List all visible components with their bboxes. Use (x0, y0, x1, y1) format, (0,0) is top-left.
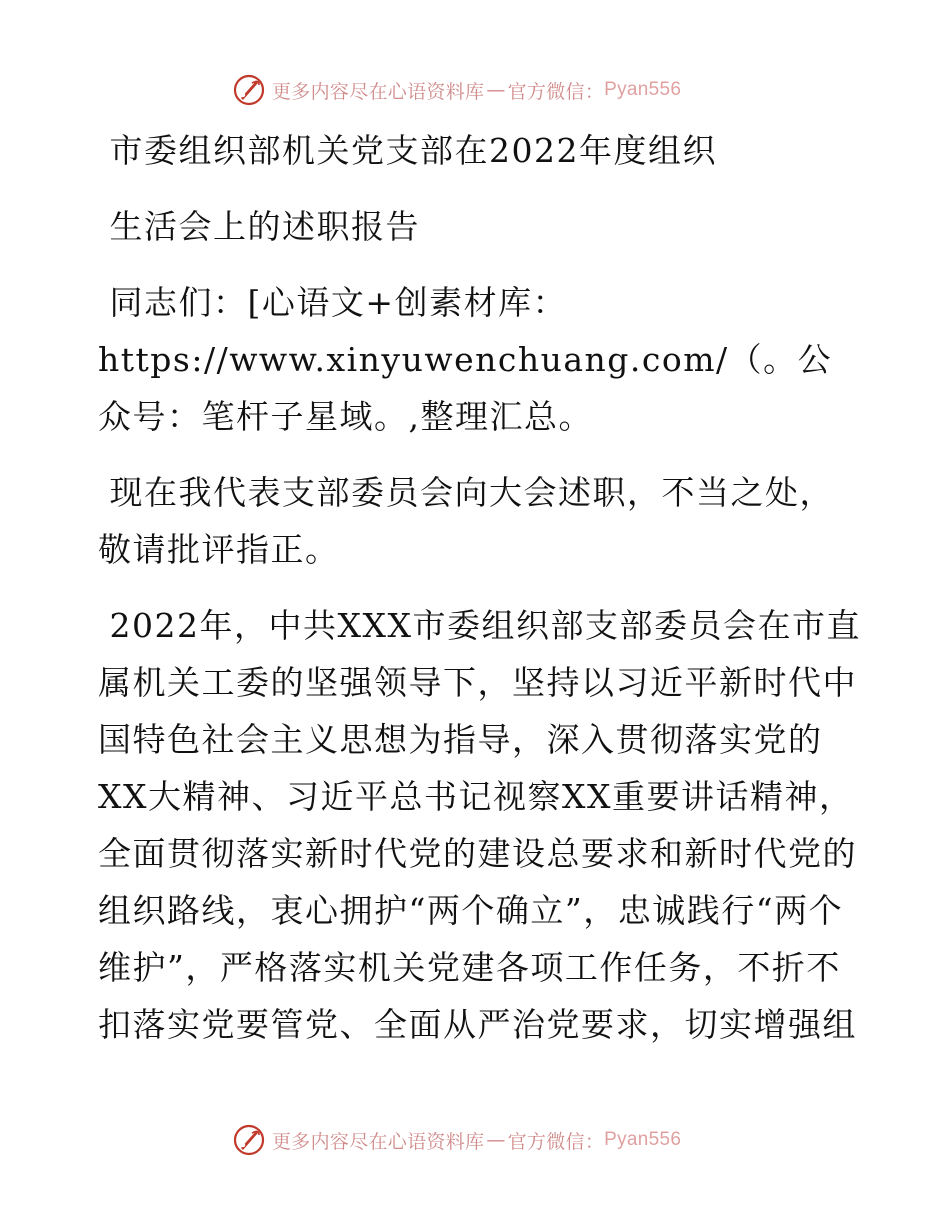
intro-paragraph: 现在我代表支部委员会向大会述职，不当之处，敬请批评指正。 (98, 473, 835, 569)
header-watermark (232, 72, 681, 108)
watermark-text: 更多内容尽在心语资料库 (272, 80, 485, 103)
watermark-dash: — (486, 79, 506, 101)
document-title-line1: 市委组织部机关党支部在2022年度组织 (109, 131, 718, 170)
footer-watermark (232, 1122, 681, 1158)
watermark-wechat-account: Pyan556 (604, 79, 682, 100)
quill-logo-icon (232, 73, 266, 107)
body-paragraph: 2022年，中共XXX市委组织部支部委员会在市直属机关工委的坚强领导下，坚持以习近平新时代中国特色社会主义思想为指导，深入贯彻落实党的XX大精神、习近平总书记视察XX重要讲话精神，全面贯彻落实新时代党的建设总要求和新时代党的组织路线，衷心拥护“两个确立”，忠诚践行“两个维护”，严格落实机关党建各项工作任务，不折不扣落实党要管党、全面从严治党要求，切实增强组 (98, 606, 862, 1044)
watermark-wechat-account: Pyan556 (604, 1129, 682, 1150)
watermark-text: 更多内容尽在心语资料库 (272, 1130, 485, 1153)
watermark-wechat-label: 官方微信： (507, 80, 605, 103)
quill-logo-icon (232, 1123, 266, 1157)
document-title-line2: 生活会上的述职报告 (109, 207, 421, 246)
watermark-dash: — (486, 1129, 506, 1151)
document-body (98, 122, 866, 1053)
watermark-wechat-label: 官方微信： (507, 1130, 605, 1153)
greeting-paragraph: 同志们：[心语文+创素材库：https://www.xinyuwenchuang.com/（。公众号：笔杆子星域。,整理汇总。 (98, 283, 833, 436)
